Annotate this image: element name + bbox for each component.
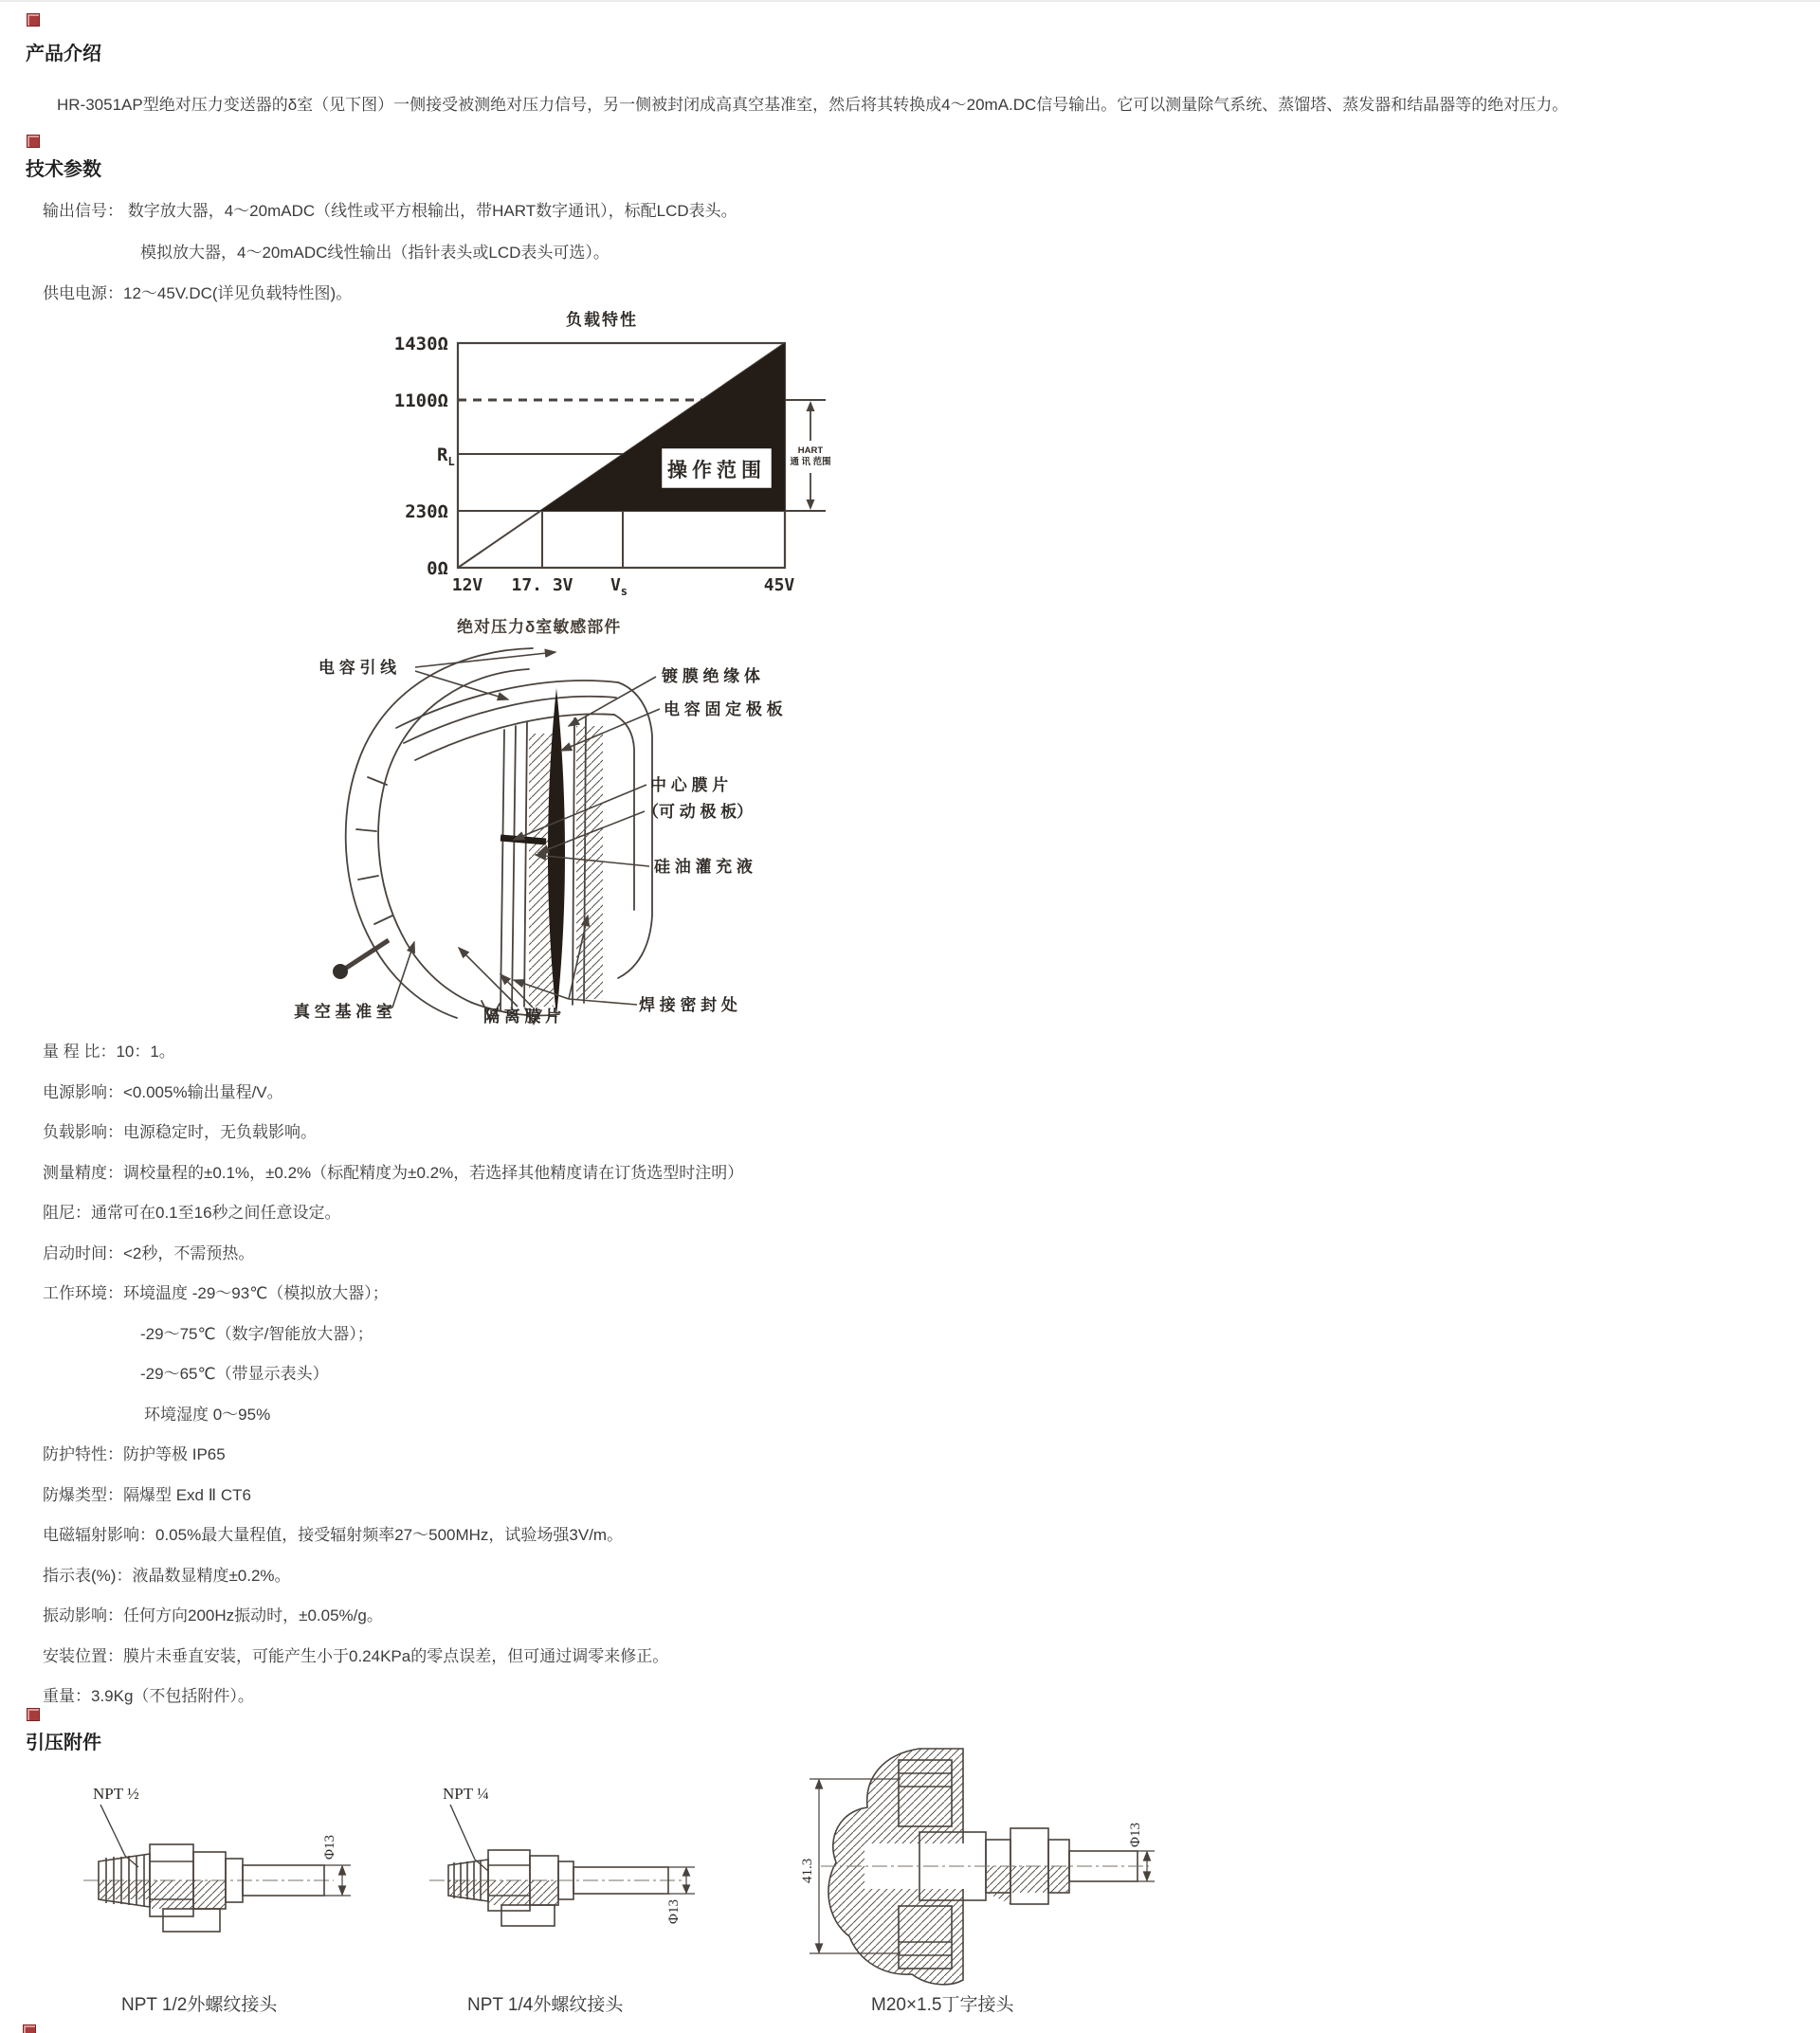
section-hatch [986,1866,1069,1904]
thread-size-label: NPT ½ [93,1785,139,1803]
fitting-drawing-npt14 [422,1765,706,1983]
section-hatch-block [163,1909,220,1932]
spec-line: 电磁辐射影响：0.05%最大量程值，接受辐射频率27～500MHz，试验场强3V/m。 [43,1526,624,1544]
diagram-label-weld-seal: 焊 接 密 封 处 [639,996,737,1014]
x-tick-vs: $V_s$ [610,575,628,598]
sensor-cutaway-diagram [284,635,787,1038]
y-tick-1100: 1100Ω [393,390,448,411]
diagram-leader-lines [377,652,660,1011]
diagram-label-isolation-diaphragm: 隔 离 膜 片 [483,1007,562,1026]
fitting-drawing-npt12 [76,1765,360,1983]
capillary-tube [345,940,389,969]
diagram-label-vacuum-chamber: 真 空 基 准 室 [294,1003,392,1021]
spec-line: 安装位置：膜片未垂直安装，可能产生小于0.24KPa的零点误差，但可通过调零来修正。 [43,1647,669,1665]
spec-line: 电源影响：<0.005%输出量程/V。 [43,1083,283,1101]
spec-line: 量 程 比：10：1。 [43,1043,175,1061]
dimension-label-phi13: Φ13 [1128,1823,1143,1847]
section-marker-icon [23,2024,36,2033]
hart-range-label: 通 讯 范围 [790,457,831,467]
diagram-label-silicone-oil: 硅 油 灌 充 液 [654,858,753,876]
spec-line: 工作环境：环境温度 -29～93℃（模拟放大器）； [43,1284,389,1302]
section-hatch [99,1880,150,1899]
fitting-caption: M20×1.5丁字接头 [871,1995,1014,2015]
y-tick-230: 230Ω [405,501,448,522]
tech-line: 供电电源：12～45V.DC(详见负载特性图)。 [43,284,353,302]
fitting-caption: NPT 1/4外螺纹接头 [467,1995,624,2015]
x-tick-45v: 45V [763,575,795,595]
y-tick-rl: $R_L$ [437,445,455,468]
spec-line: 启动时间：<2秒，不需预热。 [43,1244,255,1262]
x-tick-17v: 17. 3V [511,575,573,595]
diagram-label-movable-plate: （可 动 极 板） [643,803,754,821]
diagram-label-fixed-plate: 电 容 固 定 极 板 [664,700,783,718]
tech-section-title: 技术参数 [26,159,101,180]
diagram-label-coated-insulator: 镀 膜 绝 缘 体 [662,667,760,685]
spec-line: 振动影响：任何方向200Hz振动时，±0.05%/g。 [43,1606,383,1625]
fitting-caption: NPT 1/2外螺纹接头 [121,1995,278,2015]
thread-size-label: NPT ¼ [443,1785,489,1803]
load-characteristic-chart [355,300,867,613]
tech-line: 输出信号： 数字放大器，4～20mADC（线性或平方根输出，带HART数字通讯），标配LCD表头。 [43,202,737,220]
spec-line: -29～75℃（数字/智能放大器）； [140,1325,373,1343]
hart-arrowhead-up [807,401,815,411]
section-hatch-block [501,1905,555,1926]
sensor-diagram-caption: 绝对压力δ室敏感部件 [457,618,622,636]
oil-fill-channel [500,838,546,842]
hart-arrowhead-down [807,499,815,510]
spec-line: 阻尼：通常可在0.1至16秒之间任意设定。 [43,1204,341,1222]
dimension-label-phi13: Φ13 [322,1835,337,1860]
section-hatch [488,1880,558,1905]
diagram-label-center-diaphragm: 中 心 膜 片 [650,776,729,794]
glass-hatch-band [576,726,603,999]
fittings-section-title: 引压附件 [26,1733,101,1753]
section-hatch [448,1880,488,1896]
y-tick-1430: 1430Ω [393,334,448,354]
section-marker-icon [27,1708,40,1721]
fitting-drawing-m20-tee [777,1741,1156,1992]
spec-line: 防爆类型：隔爆型 Exd Ⅱ CT6 [43,1486,251,1504]
y-tick-0: 0Ω [427,558,448,579]
dimension-label-41-3: 41.3 [800,1858,815,1883]
chart-title: 负载特性 [566,311,638,329]
spec-line: 环境湿度 0～95% [144,1406,271,1424]
section-marker-icon [27,135,40,148]
spec-line: 指示表(%)：液晶数显精度±0.2%。 [43,1567,291,1585]
capillary-tip [333,964,348,979]
spec-line: 重量：3.9Kg（不包括附件）。 [43,1687,254,1705]
tech-line: 模拟放大器，4～20mADC线性输出（指针表头或LCD表头可选）。 [140,244,610,262]
intro-paragraph: HR-3051AP型绝对压力变送器的δ室（见下图）一侧接受被测绝对压力信号，另一侧被封闭成高真空基准室，然后将其转换成4～20mA.DC信号输出。它可以测量除气系统、蒸馏塔、蒸发器和结晶器等的绝对压力。 [57,96,1569,114]
intro-section-title: 产品介绍 [26,44,101,64]
spec-line: 防护特性：防护等极 IP65 [43,1445,226,1463]
dimension-label-phi13: Φ13 [666,1899,682,1924]
spec-line: 负载影响：电源稳定时，无负载影响。 [43,1123,317,1141]
spec-line: 测量精度：调校量程的±0.1%，±0.2%（标配精度为±0.2%，若选择其他精度请在订货选型时注明） [43,1164,744,1182]
spec-line: -29～65℃（带显示表头） [140,1365,329,1383]
x-tick-12v: 12V [451,575,483,595]
operating-range-label: 操作范围 [667,460,766,481]
section-marker-icon [27,13,40,27]
section-hatch [150,1880,226,1909]
hart-range-label: HART [797,445,824,456]
diagram-label-capacitor-lead: 电 容 引 线 [318,659,397,677]
